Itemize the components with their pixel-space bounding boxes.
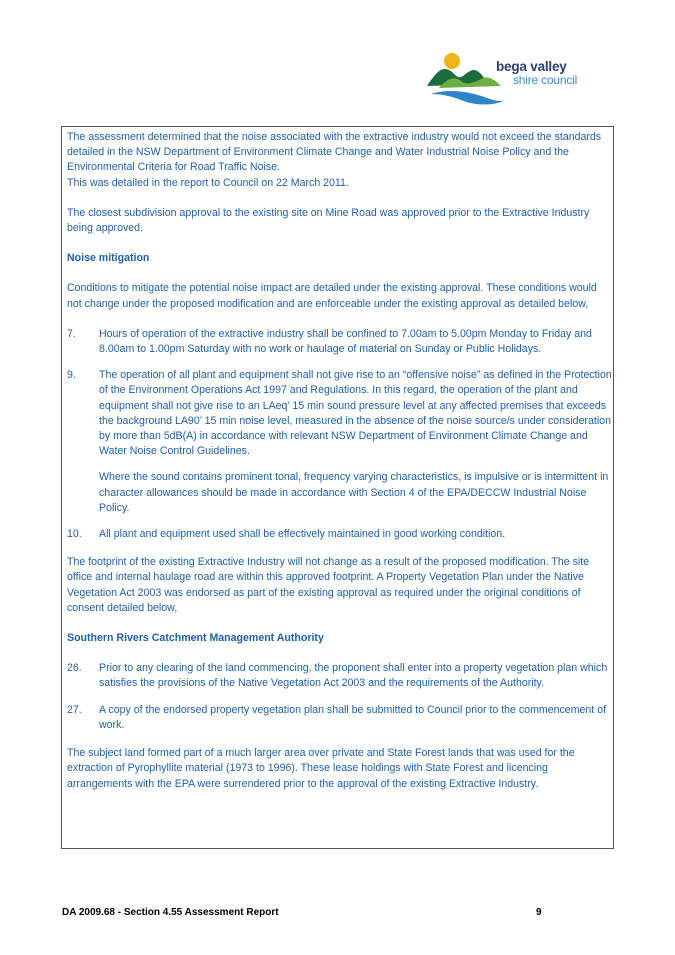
condition-text: The operation of all plant and equipment shall not give rise to an “offensive noise” as defined in the Protection of the Environment Operations Act 1997 and Regulations. In this regard, the operation of the plant and equipment shall not give rise to an LAeq’ 15 min sound pressure level at any affected premises that exceeds the background LA90’ 15 min noise level, measured in the absence of the noise source/s under consideration by more than 5dB(A) in accordance with relevant NSW Department of Environment Climate Change and Water Noise Control Guidelines. [99, 369, 612, 458]
paragraph-subdivision: The closest subdivision approval to the existing site on Mine Road was approved prior to the Extractive Industry being approved. [67, 206, 590, 235]
condition-text-continued: Where the sound contains prominent tonal, frequency varying characteristics, is impulsive or is intermittent in character allowances should be made in accordance with Section 4 of the EPA/DECCW Industrial Noise Policy. [99, 471, 609, 514]
condition-number: 9. [67, 369, 76, 382]
page-number: 9 [536, 907, 542, 918]
hills-sun-icon [425, 48, 505, 110]
logo-text-line1: bega valley [496, 59, 567, 74]
condition-text: Hours of operation of the extractive industry shall be confined to 7.00am to 5.00pm Monday to Friday and 8.00am to 1.00pm Saturday with no work or haulage of material on Sunday or Public Holidays. [99, 327, 592, 356]
logo-text-line2: shire council [513, 73, 578, 87]
council-logo [425, 48, 600, 110]
paragraph-report-date: This was detailed in the report to Council on 22 March 2011. [67, 176, 349, 189]
condition-26 [67, 661, 612, 691]
paragraph-conditions: Conditions to mitigate the potential noise impact are detailed under the existing approval. These conditions would not change under the proposed modification and are enforceable under the existing approval as detailed below, [67, 282, 597, 310]
heading-noise-mitigation: Noise mitigation [67, 252, 150, 265]
condition-27 [67, 703, 612, 733]
condition-number: 26. [67, 662, 82, 675]
condition-text: All plant and equipment used shall be effectively maintained in good working condition. [99, 528, 506, 541]
paragraph-assessment: The assessment determined that the noise associated with the extractive industry would not exceed the standards detailed in the NSW Department of Environment Climate Change and Water Industrial Noise Policy and the Environmental Criteria for Road Traffic Noise. [67, 131, 602, 174]
condition-9 [67, 368, 612, 516]
condition-7 [67, 327, 612, 357]
condition-text: Prior to any clearing of the land commencing, the proponent shall enter into a property vegetation plan which satisfies the provisions of the Native Vegetation Act 2003 and the requirements of the Authority. [99, 662, 608, 690]
footer-title: DA 2009.68 - Section 4.55 Assessment Report [62, 907, 279, 918]
heading-catchment-authority: Southern Rivers Catchment Management Authority [67, 632, 324, 645]
condition-text: A copy of the endorsed property vegetation plan shall be submitted to Council prior to the commencement of work. [99, 703, 607, 731]
report-body [67, 130, 612, 807]
paragraph-footprint: The footprint of the existing Extractive Industry will not change as a result of the proposed modification. The site office and internal haulage road are within this approved footprint. A Property Vegetation Plan under the Native Vegetation Act 2003 was endorsed as part of the existing approval as required under the original conditions of consent detailed below, [67, 556, 590, 614]
condition-number: 27. [67, 703, 82, 716]
condition-number: 7. [67, 327, 76, 340]
condition-number: 10. [67, 528, 82, 541]
condition-10 [67, 527, 612, 542]
paragraph-subject-land: The subject land formed part of a much larger area over private and State Forest lands that was used for the extraction of Pyrophyllite material (1973 to 1996). These lease holdings with State Forest and licencing arrangements with the EPA were surrendered prior to the approval of the existing Extractive Industry. [67, 747, 575, 790]
